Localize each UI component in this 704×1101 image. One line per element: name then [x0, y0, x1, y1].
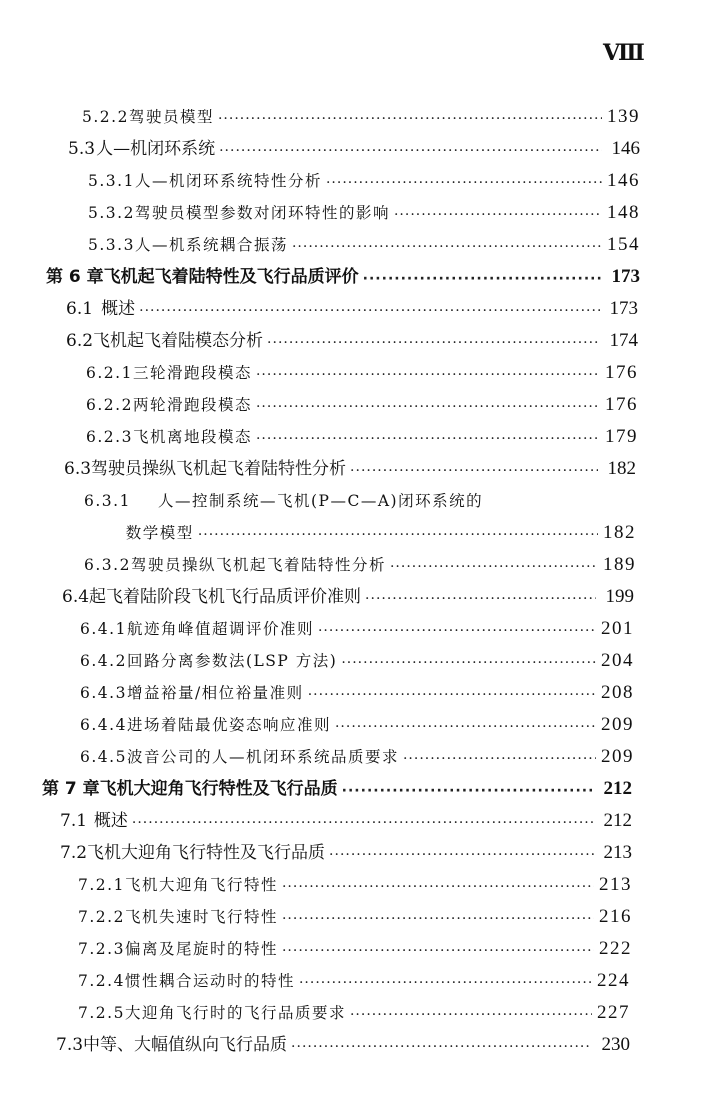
- toc-entry-title: 飞机离地段模态: [132, 428, 252, 446]
- toc-entry-title: 人—控制系统—飞机(P—C—A)闭环系统的: [158, 492, 484, 510]
- dot-leader: [139, 302, 600, 320]
- toc-entry-title: 飞机大迎角飞行特性及飞行品质: [99, 779, 338, 799]
- toc-entry-page: 189: [603, 554, 636, 575]
- toc-entry-page: 176: [605, 394, 638, 415]
- toc-entry-page: 174: [609, 330, 638, 351]
- toc-entry-title: 飞机起飞着陆特性及飞行品质评价: [103, 267, 359, 287]
- dot-leader: [291, 1038, 592, 1056]
- toc-entry-page: 199: [605, 586, 634, 607]
- toc-entry-number: 7.2: [60, 843, 88, 863]
- toc-subsection-entry: [88, 226, 640, 256]
- toc-entry-title: 飞机大迎角飞行特性及飞行品质: [87, 843, 326, 863]
- toc-entry-number: 7.2.2: [78, 908, 125, 926]
- dot-leader: [335, 718, 596, 736]
- toc-entry-title: 大迎角飞行时的飞行品质要求: [124, 1004, 346, 1022]
- toc-subsection-entry: [82, 98, 640, 128]
- toc-entry-title: 飞机失速时飞行特性: [124, 908, 278, 926]
- toc-section-entry: [56, 1026, 630, 1056]
- toc-entry-title: 进场着陆最优姿态响应准则: [126, 716, 331, 734]
- toc-entry-number: 6.3.2: [84, 556, 131, 574]
- toc-entry-title: 起飞着陆阶段飞机飞行品质评价准则: [89, 587, 362, 607]
- toc-entry-number: 7.2.5: [78, 1004, 125, 1022]
- toc-subsection-entry: [78, 866, 632, 896]
- toc-entry-title: 三轮滑跑段模态: [132, 364, 252, 382]
- toc-subsection-entry: [80, 674, 634, 704]
- toc-subsection-entry: [80, 642, 634, 672]
- toc-entry-title: 数学模型: [125, 524, 194, 542]
- toc-entry-number: 7.2.3: [78, 940, 125, 958]
- toc-entry-title: 惯性耦合运动时的特性: [124, 972, 295, 990]
- toc-subsection-entry: [80, 610, 634, 640]
- toc-section-entry: [66, 322, 638, 352]
- toc-entry-page: 173: [609, 298, 638, 319]
- toc-entry-page: 209: [601, 746, 634, 767]
- toc-entry-page: 182: [603, 522, 636, 543]
- toc-entry-title: 航迹角峰值超调评价准则: [126, 620, 314, 638]
- toc-chapter-entry: [42, 770, 632, 800]
- toc-entry-title: 增益裕量/相位裕量准则: [126, 684, 304, 702]
- toc-entry-title: 两轮滑跑段模态: [132, 396, 252, 414]
- toc-entry-page: 213: [603, 842, 632, 863]
- dot-leader: [267, 334, 600, 352]
- toc-entry-title: 人—机系统耦合振荡: [134, 236, 288, 254]
- toc-section-entry: [64, 450, 636, 480]
- toc-entry-page: 230: [601, 1034, 630, 1055]
- toc-entry-page: 176: [605, 362, 638, 383]
- toc-section-entry: [66, 290, 638, 320]
- toc-entry-page: 154: [607, 234, 640, 255]
- toc-entry-number: 5.3.2: [88, 204, 135, 222]
- toc-entry-number: 6.4: [62, 587, 90, 607]
- toc-entry-number: 6.4.3: [80, 684, 127, 702]
- toc-section-entry: [60, 834, 632, 864]
- toc-section-entry: [60, 802, 632, 832]
- toc-entry-title: 中等、大幅值纵向飞行品质: [83, 1035, 288, 1055]
- dot-leader: [341, 654, 596, 672]
- dot-leader: [363, 270, 602, 288]
- toc-entry-page: 139: [607, 106, 640, 127]
- dot-leader: [218, 110, 602, 128]
- toc-entry-page: 173: [611, 266, 640, 287]
- dot-leader: [282, 910, 594, 928]
- toc-subsection-entry: [84, 482, 636, 512]
- dot-leader: [329, 846, 594, 864]
- toc-subsection-entry: [80, 706, 634, 736]
- toc-subsection-entry: [78, 930, 632, 960]
- toc-entry-page: 222: [599, 938, 632, 959]
- toc-entry-title: 飞机起飞着陆模态分析: [93, 331, 264, 351]
- toc-entry-number: 5.2.2: [82, 108, 129, 126]
- toc-entry-title: 驾驶员操纵飞机起飞着陆特性分析: [130, 556, 386, 574]
- toc-entry-page: 227: [597, 1002, 630, 1023]
- dot-leader: [282, 878, 594, 896]
- toc-subsection-entry: [78, 898, 632, 928]
- dot-leader: [403, 750, 596, 768]
- toc-entry-page: 148: [607, 202, 640, 223]
- toc-entry-page: 179: [605, 426, 638, 447]
- toc-section-entry: [68, 130, 640, 160]
- toc-entry-page: 224: [597, 970, 630, 991]
- dot-leader: [292, 238, 602, 256]
- toc-entry-number: 6.3: [64, 459, 92, 479]
- dot-leader: [256, 398, 600, 416]
- toc-entry-title: 驾驶员模型: [128, 108, 214, 126]
- toc-entry-number: 7.3: [56, 1035, 84, 1055]
- dot-leader: [390, 558, 598, 576]
- toc-entry-title: 人—机闭环系统特性分析: [134, 172, 322, 190]
- page-number: Ⅷ: [603, 40, 643, 66]
- toc-entry-page: 182: [607, 458, 636, 479]
- toc-entry-title: 概述: [101, 299, 136, 319]
- toc-subsection-entry: [84, 514, 636, 544]
- toc-entry-page: 146: [611, 138, 640, 159]
- toc-subsection-entry: [86, 354, 638, 384]
- dot-leader: [365, 590, 596, 608]
- toc-entry-title: 概述: [93, 811, 128, 831]
- dot-leader: [282, 942, 594, 960]
- toc-entry-number: 6.2.3: [86, 428, 133, 446]
- dot-leader: [256, 430, 600, 448]
- toc-entry-number: 6.4.5: [80, 748, 127, 766]
- dot-leader: [308, 686, 596, 704]
- toc-entry-page: 212: [603, 778, 632, 799]
- toc-entry-page: 146: [607, 170, 640, 191]
- toc-entry-number: 6.4.4: [80, 716, 127, 734]
- toc-entry-number: 6.4.2: [80, 652, 127, 670]
- toc-entry-title: 人—机闭环系统: [96, 139, 216, 159]
- toc-entry-number: 6.3.1: [84, 492, 131, 510]
- toc-subsection-entry: [88, 194, 640, 224]
- toc-subsection-entry: [86, 418, 638, 448]
- toc-entry-number: 第 6 章: [46, 267, 104, 287]
- toc-entry-title: 驾驶员模型参数对闭环特性的影响: [134, 204, 390, 222]
- toc-entry-number: 7.1: [60, 811, 88, 831]
- toc-entry-number: 7.2.4: [78, 972, 125, 990]
- toc-entry-number: 6.2.2: [86, 396, 133, 414]
- toc-entry-number: 第 7 章: [42, 779, 100, 799]
- toc-entry-page: 216: [599, 906, 632, 927]
- dot-leader: [198, 526, 598, 544]
- toc-subsection-entry: [86, 386, 638, 416]
- toc-entry-number: 5.3.1: [88, 172, 135, 190]
- toc-entry-page: 213: [599, 874, 632, 895]
- toc-entry-title: 波音公司的人—机闭环系统品质要求: [126, 748, 399, 766]
- dot-leader: [219, 142, 602, 160]
- toc-entry-title: 驾驶员操纵飞机起飞着陆特性分析: [91, 459, 347, 479]
- dot-leader: [299, 974, 592, 992]
- toc-subsection-entry: [78, 994, 630, 1024]
- toc-entry-page: 212: [603, 810, 632, 831]
- toc-entry-number: 5.3.3: [88, 236, 135, 254]
- toc-entry-title: 回路分离参数法(LSP 方法): [126, 652, 338, 670]
- toc-entry-page: 204: [601, 650, 634, 671]
- dot-leader: [318, 622, 596, 640]
- dot-leader: [132, 814, 594, 832]
- dot-leader: [342, 782, 594, 800]
- toc-entry-number: 6.1: [66, 299, 94, 319]
- toc-chapter-entry: [46, 258, 640, 288]
- toc-subsection-entry: [80, 738, 634, 768]
- toc-entry-number: 6.4.1: [80, 620, 127, 638]
- toc-entry-page: 209: [601, 714, 634, 735]
- toc-subsection-entry: [88, 162, 640, 192]
- dot-leader: [256, 366, 600, 384]
- toc-entry-title: 偏离及尾旋时的特性: [124, 940, 278, 958]
- dot-leader: [394, 206, 602, 224]
- dot-leader: [350, 1006, 592, 1024]
- toc-entry-page: 208: [601, 682, 634, 703]
- toc-subsection-entry: [84, 546, 636, 576]
- dot-leader: [350, 462, 598, 480]
- toc-entry-number: 5.3: [68, 139, 96, 159]
- toc-entry-number: 6.2.1: [86, 364, 133, 382]
- toc-subsection-entry: [78, 962, 630, 992]
- toc-section-entry: [62, 578, 634, 608]
- dot-leader: [326, 174, 602, 192]
- toc-entry-number: 6.2: [66, 331, 94, 351]
- toc-entry-title: 飞机大迎角飞行特性: [124, 876, 278, 894]
- toc-entry-number: 7.2.1: [78, 876, 125, 894]
- toc-entry-page: 201: [601, 618, 634, 639]
